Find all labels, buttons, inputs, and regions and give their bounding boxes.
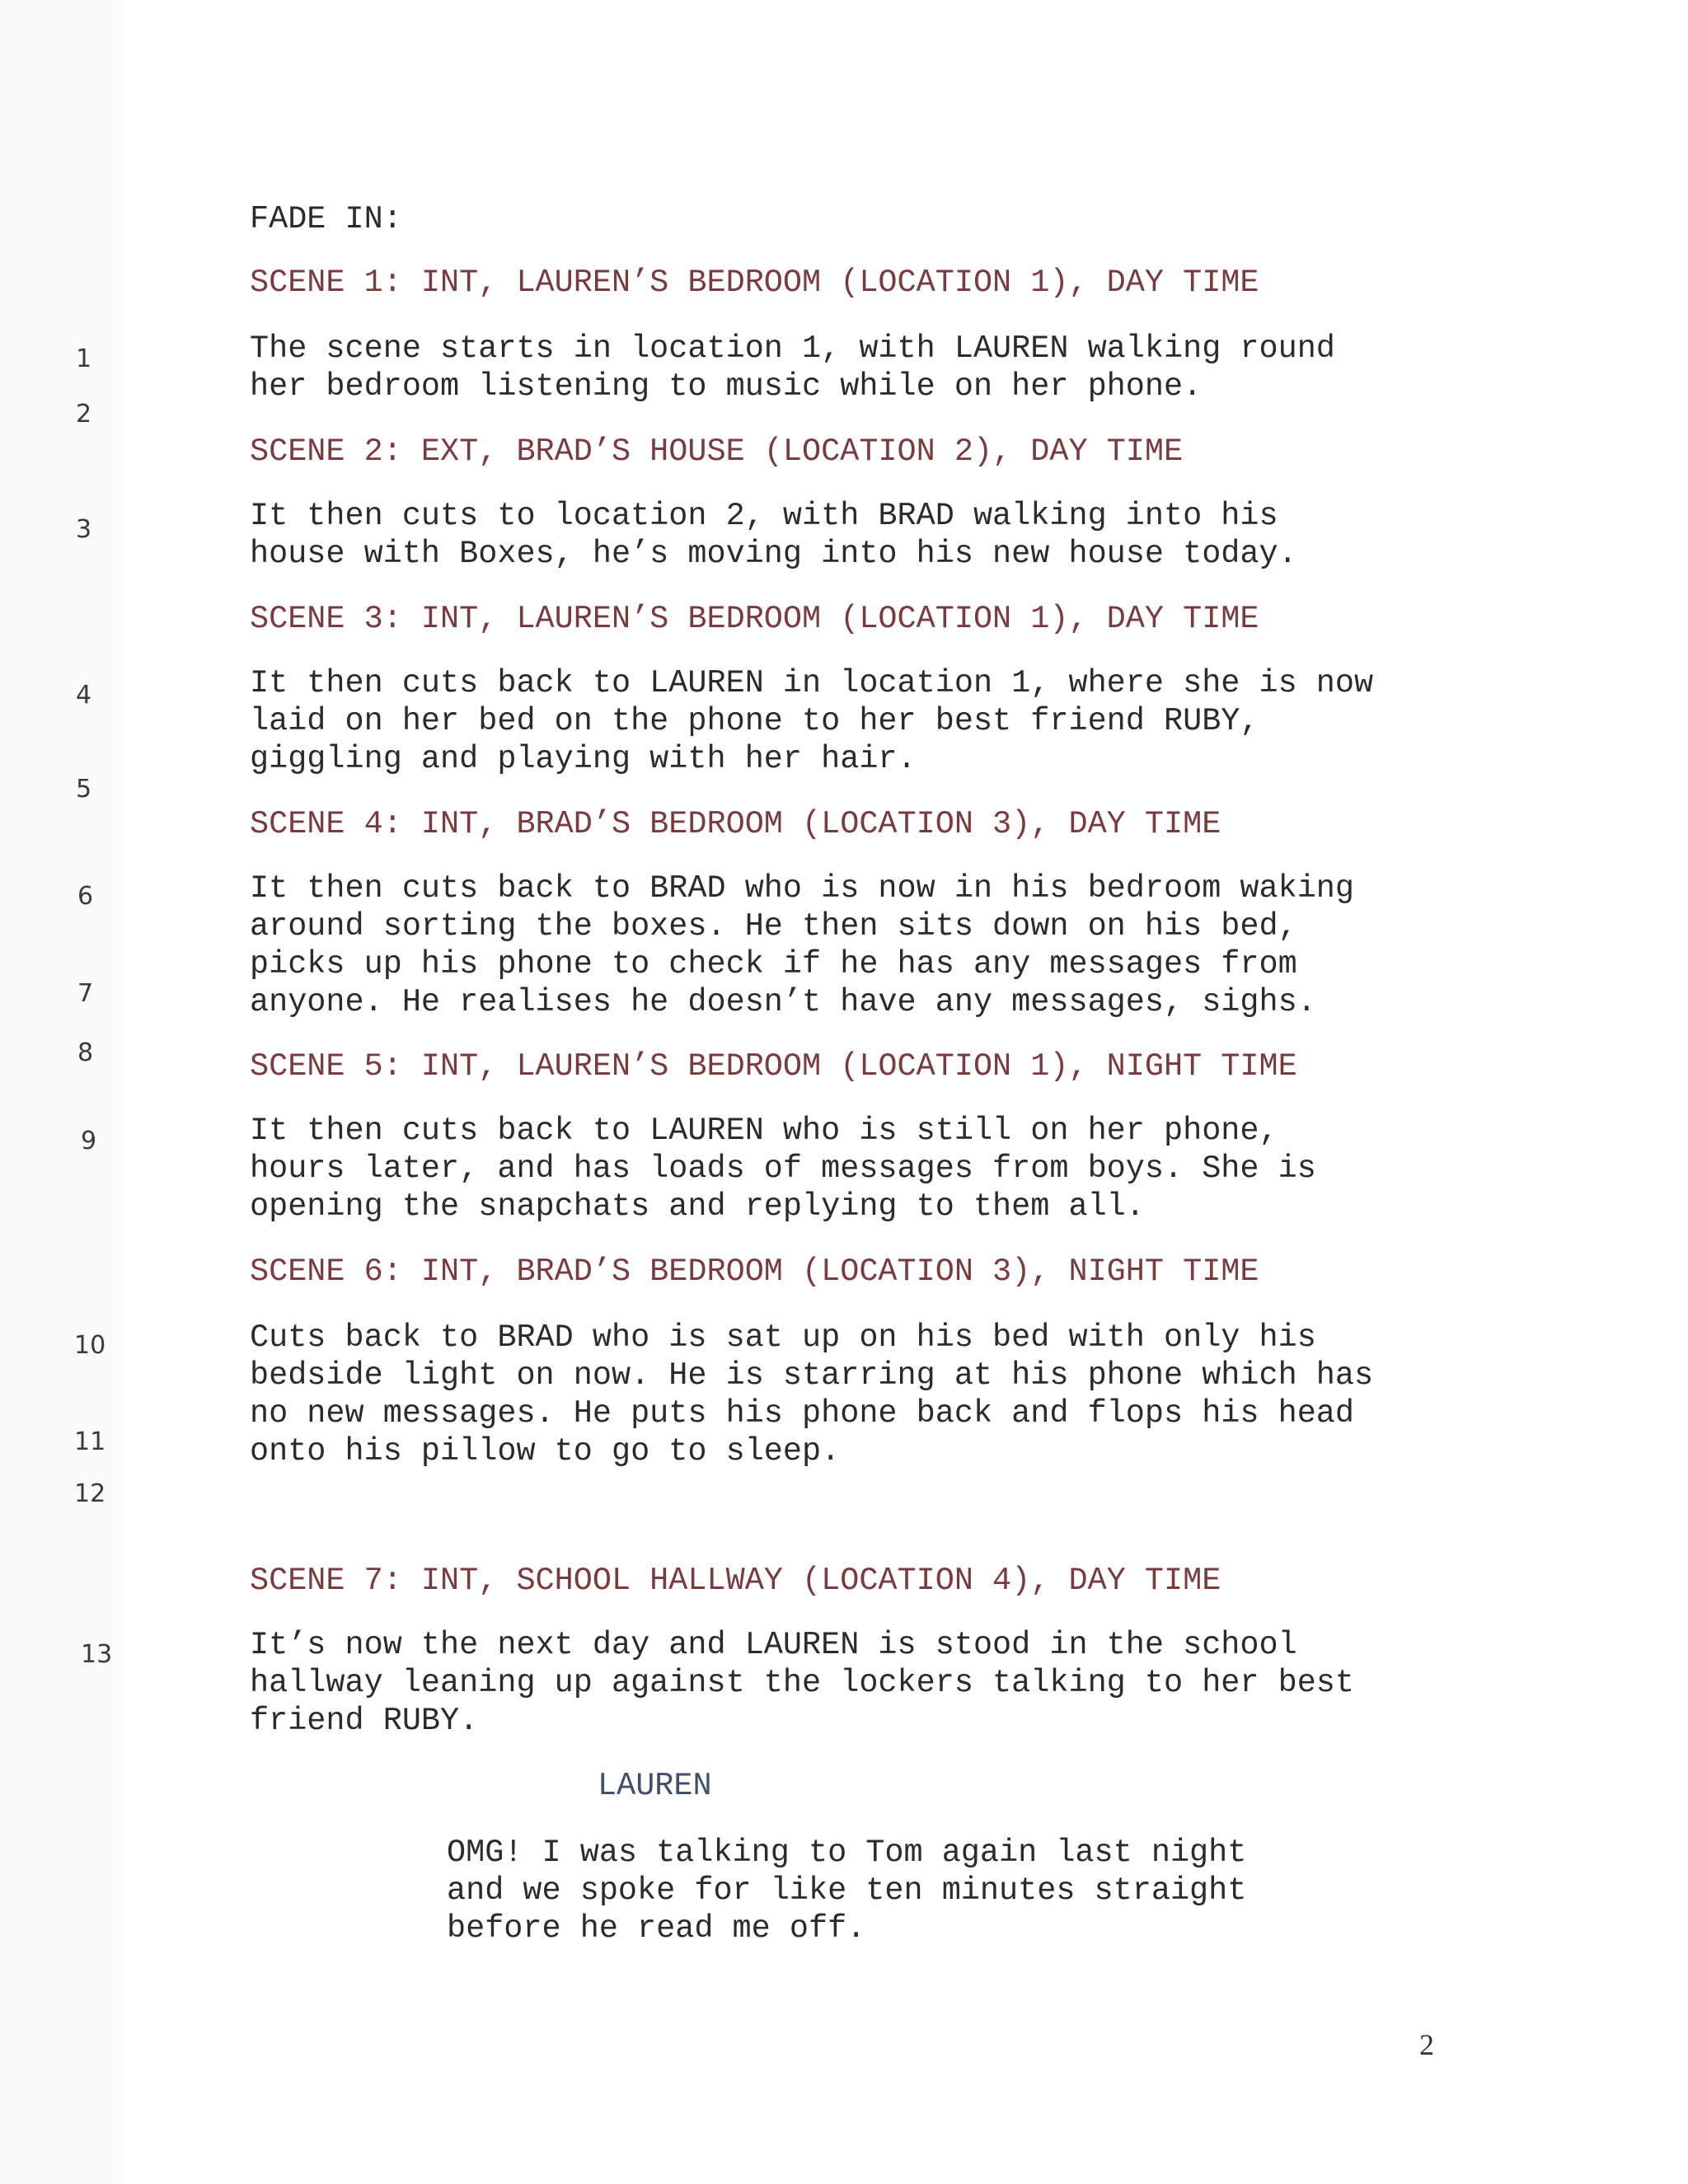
scene-heading-2: SCENE 2: EXT, BRAD’S HOUSE (LOCATION 2), DAY TIME xyxy=(250,434,1184,470)
scene-action-7: It’s now the next day and LAUREN is stood in the school hallway leaning up against the lockers talking to her best friend RUBY. xyxy=(250,1627,1355,1739)
scene-action-4: It then cuts back to BRAD who is now in his bedroom waking around sorting the boxes. He then sits down on his bed, picks up his phone to check if he has any messages from anyone. He realises he doesn’t have any messages, sighs. xyxy=(250,870,1355,1020)
left-gutter xyxy=(0,0,124,2184)
margin-number: 13 xyxy=(81,1640,113,1669)
scene-heading-4: SCENE 4: INT, BRAD’S BEDROOM (LOCATION 3), DAY TIME xyxy=(250,806,1221,842)
scene-action-6: Cuts back to BRAD who is sat up on his bed with only his bedside light on now. He is starring at his phone which has no new messages. He puts his phone back and flops his head onto his pillow to go to sleep. xyxy=(250,1319,1374,1469)
margin-number: 9 xyxy=(81,1127,97,1155)
margin-number: 11 xyxy=(74,1427,106,1456)
margin-number: 12 xyxy=(74,1479,106,1508)
scene-action-3: It then cuts back to LAUREN in location 1, where she is now laid on her bed on the phone to her best friend RUBY, giggling and playing with her hair. xyxy=(250,665,1374,777)
scene-heading-6: SCENE 6: INT, BRAD’S BEDROOM (LOCATION 3), NIGHT TIME xyxy=(250,1254,1259,1290)
page-number: 2 xyxy=(1419,2028,1434,2061)
scene-action-5: It then cuts back to LAUREN who is still on her phone, hours later, and has loads of messages from boys. She is opening the snapchats and replying to them all. xyxy=(250,1113,1316,1225)
margin-number: 3 xyxy=(76,515,92,544)
margin-number: 1 xyxy=(76,344,92,373)
scene-action-2: It then cuts to location 2, with BRAD walking into his house with Boxes, he’s moving into his new house today. xyxy=(250,498,1297,572)
margin-number: 7 xyxy=(77,979,94,1008)
scene-heading-7: SCENE 7: INT, SCHOOL HALLWAY (LOCATION 4), DAY TIME xyxy=(250,1563,1221,1599)
character-name: LAUREN xyxy=(598,1768,712,1804)
margin-number: 10 xyxy=(74,1331,106,1360)
scene-heading-5: SCENE 5: INT, LAUREN’S BEDROOM (LOCATION 1), NIGHT TIME xyxy=(250,1048,1297,1085)
dialogue: OMG! I was talking to Tom again last night and we spoke for like ten minutes straight before he read me off. xyxy=(447,1835,1247,1947)
margin-number: 5 xyxy=(76,775,92,804)
scene-action-1: The scene starts in location 1, with LAUREN walking round her bedroom listening to music while on her phone. xyxy=(250,330,1335,405)
scene-heading-1: SCENE 1: INT, LAUREN’S BEDROOM (LOCATION 1), DAY TIME xyxy=(250,265,1259,301)
scene-heading-3: SCENE 3: INT, LAUREN’S BEDROOM (LOCATION 1), DAY TIME xyxy=(250,601,1259,637)
transition-fade-in: FADE IN: xyxy=(250,201,402,237)
margin-number: 8 xyxy=(77,1038,94,1067)
margin-number: 4 xyxy=(76,681,92,710)
margin-number: 2 xyxy=(76,400,92,429)
margin-number: 6 xyxy=(77,882,94,911)
